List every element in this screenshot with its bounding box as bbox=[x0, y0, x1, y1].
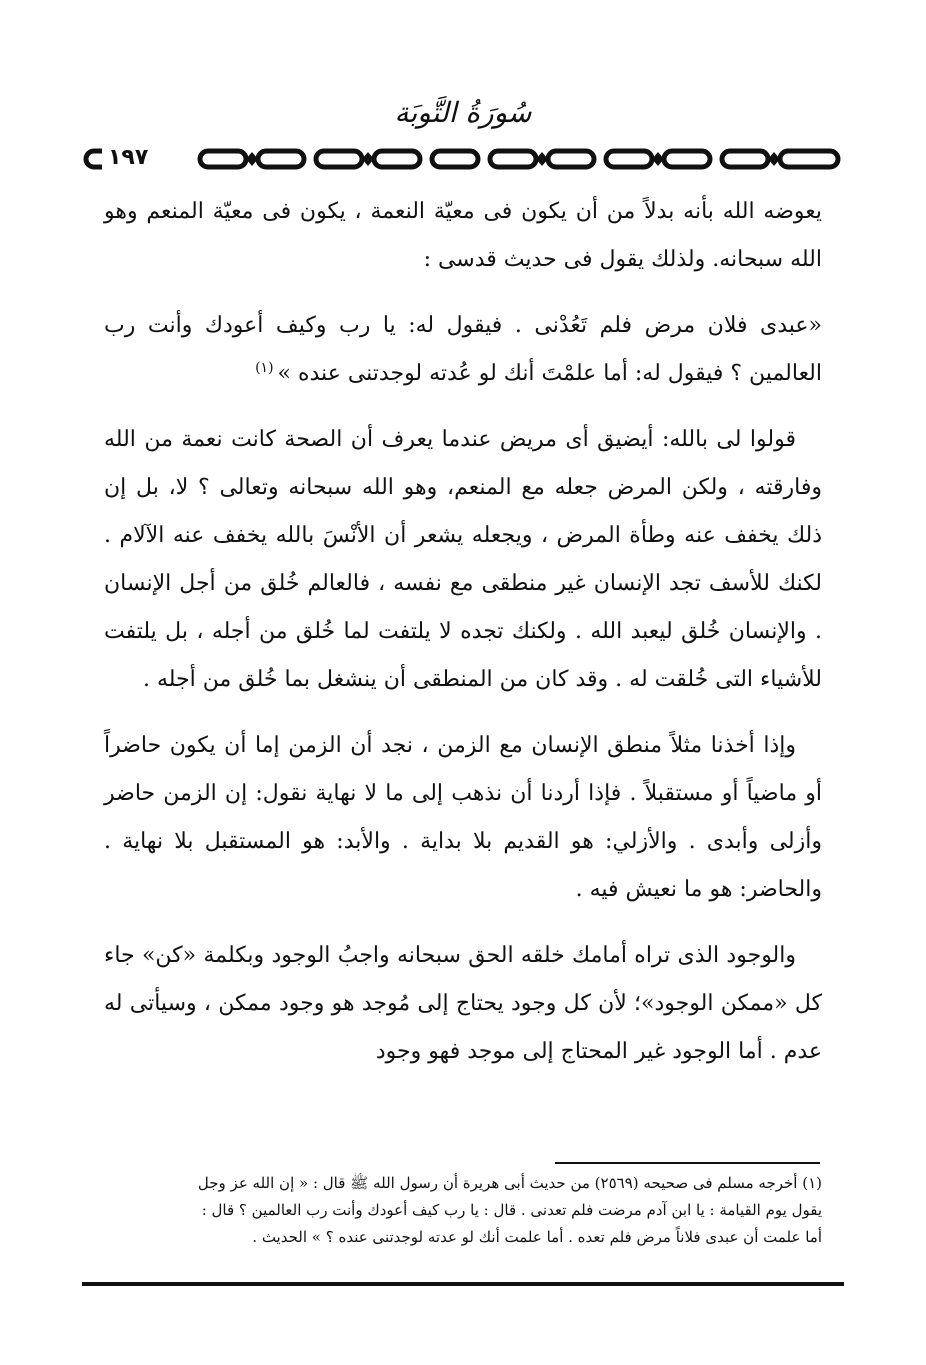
footnote-separator bbox=[555, 1162, 820, 1164]
paragraph-2-hadith bbox=[104, 302, 822, 398]
main-text bbox=[104, 188, 822, 1094]
surah-title: سُورَةُ التَّوبَة bbox=[394, 96, 532, 129]
paragraph-3: قولوا لى بالله: أيضيق أى مريض عندما يعرف أن الصحة كانت نعمة من الله وفارقته ، ولكن المرض جعله مع المنعم، وهو الله سبحانه وتعالى ؟ لا، بل إن ذلك يخفف عنه وطأة المرض ، ويجعله يشعر أن الأنْسَ بالله يخفف عنه الآلام . لكنك للأسف تجد الإنسان غير منطقى مع نفسه ، فالعالم خُلق من أجل الإنسان . والإنسان خُلق ليعبد الله . ولكنك تجده لا يلتفت لما خُلق من أجله ، بل يلتفت للأشياء التى خُلقت له . وقد كان من المنطقى أن ينشغل بما خُلق من أجله . bbox=[104, 427, 822, 692]
footnote-line-1: (١) أخرجه مسلم فى صحيحه (٢٥٦٩) من حديث أبى هريرة أن رسول الله ﷺ قال : « إن الله عز وجل bbox=[197, 1174, 822, 1192]
paragraph-4: وإذا أخذنا مثلاً منطق الإنسان مع الزمن ، نجد أن الزمن إما أن يكون حاضراً أو ماضياً أو مستقبلاً . فإذا أردنا أن نذهب إلى ما لا نهاية نقول: إن الزمن حاضر وأزلى وأبدى . والأزلي: هو القديم بلا بداية . والأبد: هو المستقبل بلا نهاية . والحاضر: هو ما نعيش فيه . bbox=[104, 733, 822, 902]
footnote bbox=[104, 1170, 822, 1251]
footnote-reference: (١) bbox=[255, 359, 274, 376]
paragraph-5: والوجود الذى تراه أمامك خلقه الحق سبحانه واجبُ الوجود وبكلمة «كن» جاء كل «ممكن الوجود»؛ لأن كل وجود يحتاج إلى مُوجد هو وجود ممكن ، وسيأتى له عدم . أما الوجود غير المحتاج إلى موجد فهو وجود bbox=[104, 943, 822, 1064]
page-number: ١٩٧ bbox=[102, 143, 154, 173]
paragraph-1: يعوضه الله بأنه بدلاً من أن يكون فى معيّة النعمة ، يكون فى معيّة المنعم وهو الله سبحانه. ولذلك يقول فى حديث قدسى : bbox=[104, 199, 822, 272]
ornament-border bbox=[82, 144, 844, 174]
footnote-line-3: أما علمت أن عبدى فلاناً مرض فلم تعده . أما علمت أنك لو عدته لوجدتنى عنده ؟ » الحديث . bbox=[252, 1228, 822, 1246]
footnote-line-2: يقول يوم القيامة : يا ابن آدم مرضت فلم تعدنى . قال : يا رب كيف أعودك وأنت رب العالمين ؟ قال : bbox=[201, 1201, 822, 1219]
bottom-rule bbox=[82, 1282, 844, 1286]
hadith-text: «عبدى فلان مرض فلم تَعُدْنى . فيقول له: يا رب وكيف أعودك وأنت رب العالمين ؟ فيقول له: أما علمْتَ أنك لو عُدته لوجدتنى عنده » bbox=[104, 313, 822, 386]
